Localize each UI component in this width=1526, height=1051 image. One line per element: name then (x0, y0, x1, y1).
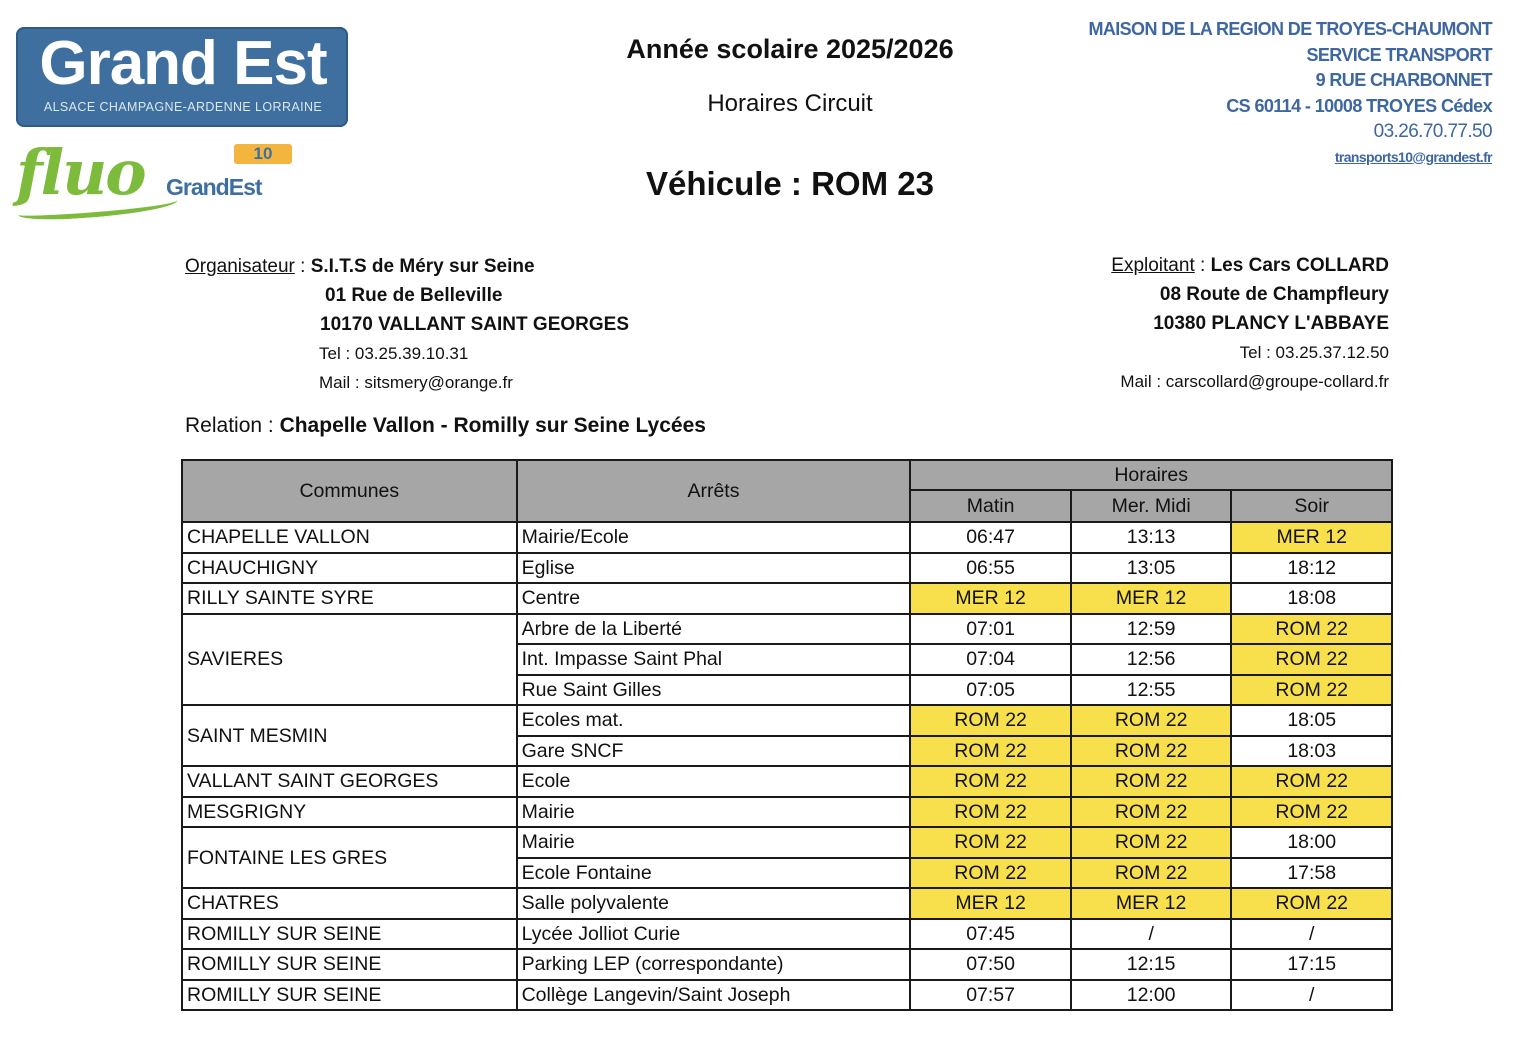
fluo-logo-badge: 10 (234, 144, 292, 164)
region-phone: 03.26.70.77.50 (1373, 121, 1492, 142)
vehicle-title: Véhicule : ROM 23 (646, 165, 934, 202)
operator-tel: Tel : 03.25.37.12.50 (1239, 343, 1389, 362)
stop-cell: Centre (517, 583, 911, 614)
organizer-sep: : (294, 256, 311, 277)
time-soir-cell: ROM 22 (1231, 644, 1392, 675)
region-street: 9 RUE CHARBONNET (1315, 70, 1492, 90)
stop-cell: Parking LEP (correspondante) (517, 949, 911, 980)
time-matin-cell: ROM 22 (910, 766, 1070, 797)
time-soir-cell: / (1231, 919, 1392, 950)
time-matin-cell: 07:05 (910, 675, 1070, 706)
time-midi-cell: ROM 22 (1071, 858, 1232, 889)
organizer-city: 10170 VALLANT SAINT GEORGES (320, 314, 629, 335)
time-midi-cell: / (1071, 919, 1232, 950)
region-address (1088, 17, 1492, 170)
header-soir: Soir (1231, 490, 1392, 522)
stop-cell: Lycée Jolliot Curie (517, 919, 911, 950)
organizer-name: S.I.T.S de Méry sur Seine (310, 256, 535, 277)
time-matin-cell: ROM 22 (910, 858, 1070, 889)
operator-label: Exploitant (1111, 255, 1195, 276)
stop-cell: Ecoles mat. (517, 705, 911, 736)
schedule-table (181, 459, 1393, 1011)
time-soir-cell: 18:05 (1231, 705, 1392, 736)
commune-cell: FONTAINE LES GRES (182, 827, 517, 888)
table-row (182, 583, 1392, 614)
time-soir-cell: 18:08 (1231, 583, 1392, 614)
time-midi-cell: 12:15 (1071, 949, 1232, 980)
grand-est-logo (16, 27, 348, 127)
time-soir-cell: / (1231, 980, 1392, 1011)
table-row (182, 919, 1392, 950)
time-soir-cell: MER 12 (1231, 522, 1392, 553)
commune-cell: MESGRIGNY (182, 797, 517, 828)
relation-label: Relation : (185, 414, 280, 437)
stop-cell: Mairie/Ecole (517, 522, 911, 553)
time-soir-cell: 17:58 (1231, 858, 1392, 889)
time-matin-cell: MER 12 (910, 583, 1070, 614)
organizer-block (185, 252, 629, 397)
region-email-link[interactable]: transports10@grandest.fr (1334, 148, 1492, 165)
time-matin-cell: 06:55 (910, 553, 1070, 584)
time-soir-cell: ROM 22 (1231, 797, 1392, 828)
time-matin-cell: 07:50 (910, 949, 1070, 980)
stop-cell: Ecole Fontaine (517, 858, 911, 889)
time-midi-cell: 13:05 (1071, 553, 1232, 584)
commune-cell: ROMILLY SUR SEINE (182, 919, 517, 950)
region-city: CS 60114 - 10008 TROYES Cédex (1226, 95, 1492, 116)
time-matin-cell: 07:01 (910, 614, 1070, 645)
time-matin-cell: 07:57 (910, 980, 1070, 1011)
commune-cell: CHATRES (182, 888, 517, 919)
operator-city: 10380 PLANCY L'ABBAYE (1153, 313, 1389, 334)
commune-cell: ROMILLY SUR SEINE (182, 980, 517, 1011)
stop-cell: Mairie (517, 827, 911, 858)
table-row (182, 522, 1392, 553)
time-soir-cell: 18:12 (1231, 553, 1392, 584)
operator-sep: : (1194, 255, 1211, 276)
circuit-subtitle: Horaires Circuit (707, 90, 873, 117)
time-matin-cell: MER 12 (910, 888, 1070, 919)
time-midi-cell: ROM 22 (1071, 827, 1232, 858)
operator-mail: Mail : carscollard@groupe-collard.fr (1120, 372, 1389, 391)
organizer-street: 01 Rue de Belleville (325, 285, 503, 306)
organizer-tel: Tel : 03.25.39.10.31 (319, 344, 469, 363)
stop-cell: Salle polyvalente (517, 888, 911, 919)
time-matin-cell: 07:04 (910, 644, 1070, 675)
time-midi-cell: 12:59 (1071, 614, 1232, 645)
time-soir-cell: ROM 22 (1231, 766, 1392, 797)
time-soir-cell: 18:00 (1231, 827, 1392, 858)
commune-cell: ROMILLY SUR SEINE (182, 949, 517, 980)
table-row (182, 553, 1392, 584)
table-row (182, 888, 1392, 919)
time-matin-cell: 07:45 (910, 919, 1070, 950)
table-row (182, 766, 1392, 797)
time-soir-cell: ROM 22 (1231, 614, 1392, 645)
table-row (182, 949, 1392, 980)
fluo-logo-brand: GrandEst (166, 174, 262, 200)
time-midi-cell: MER 12 (1071, 583, 1232, 614)
school-year-title: Année scolaire 2025/2026 (626, 34, 954, 64)
time-matin-cell: ROM 22 (910, 797, 1070, 828)
relation-value: Chapelle Vallon - Romilly sur Seine Lycées (279, 414, 706, 437)
stop-cell: Eglise (517, 553, 911, 584)
stop-cell: Gare SNCF (517, 736, 911, 767)
header-midi: Mer. Midi (1071, 490, 1232, 522)
time-matin-cell: ROM 22 (910, 705, 1070, 736)
commune-cell: SAVIERES (182, 614, 517, 706)
stop-cell: Rue Saint Gilles (517, 675, 911, 706)
commune-cell: CHAUCHIGNY (182, 553, 517, 584)
time-soir-cell: ROM 22 (1231, 888, 1392, 919)
time-midi-cell: ROM 22 (1071, 766, 1232, 797)
fluo-logo-word: fluo (16, 136, 145, 209)
grand-est-logo-title: Grand Est (39, 29, 327, 98)
region-name: MAISON DE LA REGION DE TROYES-CHAUMONT (1088, 19, 1492, 39)
fluo-logo (16, 136, 306, 220)
organizer-mail: Mail : sitsmery@orange.fr (319, 373, 513, 392)
time-midi-cell: ROM 22 (1071, 797, 1232, 828)
operator-block (1111, 251, 1389, 396)
time-midi-cell: 13:13 (1071, 522, 1232, 553)
stop-cell: Collège Langevin/Saint Joseph (517, 980, 911, 1011)
relation-line (185, 414, 706, 438)
time-midi-cell: ROM 22 (1071, 705, 1232, 736)
header-communes: Communes (182, 460, 517, 522)
commune-cell: SAINT MESMIN (182, 705, 517, 766)
commune-cell: VALLANT SAINT GEORGES (182, 766, 517, 797)
table-row (182, 614, 1392, 645)
stop-cell: Int. Impasse Saint Phal (517, 644, 911, 675)
region-service: SERVICE TRANSPORT (1306, 44, 1492, 65)
table-row (182, 705, 1392, 736)
table-row (182, 980, 1392, 1011)
commune-cell: RILLY SAINTE SYRE (182, 583, 517, 614)
table-row (182, 797, 1392, 828)
time-midi-cell: 12:00 (1071, 980, 1232, 1011)
time-midi-cell: ROM 22 (1071, 736, 1232, 767)
time-midi-cell: 12:55 (1071, 675, 1232, 706)
stop-cell: Arbre de la Liberté (517, 614, 911, 645)
time-midi-cell: 12:56 (1071, 644, 1232, 675)
organizer-label: Organisateur (185, 256, 295, 277)
commune-cell: CHAPELLE VALLON (182, 522, 517, 553)
time-soir-cell: ROM 22 (1231, 675, 1392, 706)
operator-name: Les Cars COLLARD (1210, 255, 1389, 276)
time-matin-cell: 06:47 (910, 522, 1070, 553)
time-soir-cell: 17:15 (1231, 949, 1392, 980)
time-soir-cell: 18:03 (1231, 736, 1392, 767)
stop-cell: Mairie (517, 797, 911, 828)
time-matin-cell: ROM 22 (910, 827, 1070, 858)
time-midi-cell: MER 12 (1071, 888, 1232, 919)
stop-cell: Ecole (517, 766, 911, 797)
time-matin-cell: ROM 22 (910, 736, 1070, 767)
grand-est-logo-subtitle: ALSACE CHAMPAGNE-ARDENNE LORRAINE (43, 100, 323, 114)
table-row (182, 827, 1392, 858)
header-arrets: Arrêts (517, 460, 911, 522)
header-horaires: Horaires (910, 460, 1392, 490)
table-header-row (182, 460, 1392, 490)
header-matin: Matin (910, 490, 1070, 522)
operator-street: 08 Route de Champfleury (1159, 284, 1389, 305)
